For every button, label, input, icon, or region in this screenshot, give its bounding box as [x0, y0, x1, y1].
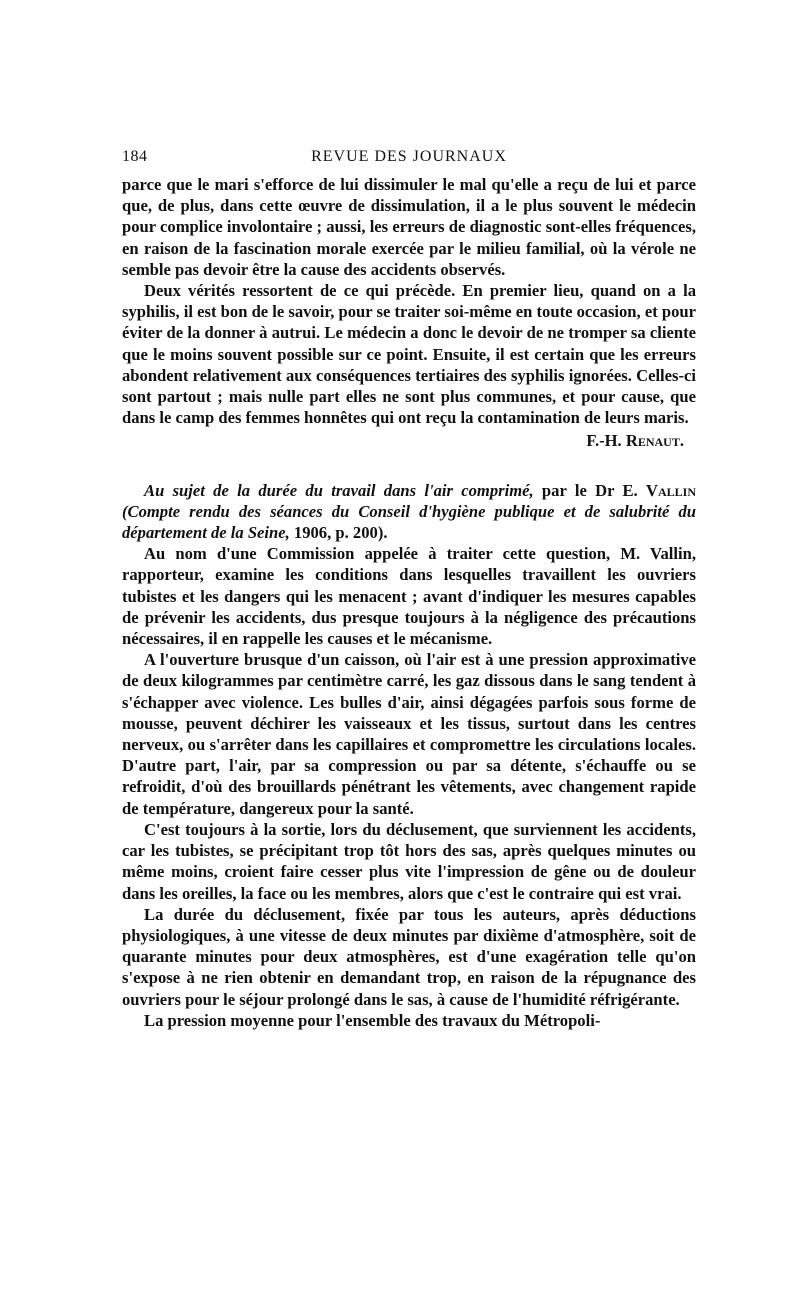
- article2-by: par le Dr E.: [533, 480, 646, 500]
- article2-paragraph-1: Au nom d'une Commission appelée à traiter cette question, M. Vallin, rapporteur, examine les conditions dans lesquelles travaillent les ouvriers tubistes et les dangers qui les menacent ; avant d'indiquer les mesures capables de prévenir les accidents, dus presque toujours à la négligence des précautions nécessaires, il en rappelle les causes et le mécanisme.: [122, 544, 696, 649]
- page-number: 184: [122, 148, 148, 165]
- article2-heading: [122, 480, 696, 544]
- article2-citation: 1906, p. 200).: [289, 523, 388, 543]
- article1-paragraph-2: Deux vérités ressortent de ce qui précède. En premier lieu, quand on a la syphilis, il est bon de le savoir, pour se traiter soi-même en toute occasion, et pour éviter de la donner à autrui. Le médecin a donc le devoir de ne tromper sa cliente que le moins souvent possible sur ce point. Ensuite, il est certain que les erreurs abondent relativement aux conséquences tertiaires des syphilis ignorées. Celles-ci sont partout ; mais nulle part elles ne sont plus communes, et pour cause, que dans le camp des femmes honnêtes qui ont reçu la contamination de leurs maris.: [122, 281, 696, 428]
- document-page: [122, 148, 696, 1031]
- running-head: REVUE DES JOURNAUX: [311, 148, 507, 165]
- body-text: [122, 174, 696, 1031]
- article2-paragraph-5: La pression moyenne pour l'ensemble des travaux du Métropoli-: [144, 1010, 601, 1030]
- article2-source: (Compte rendu des séances du Conseil d'hygiène publique et de salubrité du département de la Seine,: [122, 501, 696, 543]
- signature-text: F.-H. Renaut.: [586, 431, 684, 451]
- article2-paragraph-2: A l'ouverture brusque d'un caisson, où l'air est à une pression approximative de deux kilogrammes par centimètre carré, les gaz dissous dans le sang tendent à s'échapper avec violence. Les bulles d'air, ainsi dégagées parfois sous forme de mousse, peuvent déchirer les vaisseaux et les tissus, surtout dans les centres nerveux, ou s'arrêter dans les capillaires et compromettre les circulations locales. D'autre part, l'air, par sa compression ou par sa détente, s'échauffe ou se refroidit, d'où des brouillards pénétrant les vêtements, avec changement rapide de température, dangereux pour la santé.: [122, 650, 696, 818]
- section-spacer: [122, 452, 696, 480]
- article1-paragraph-1: parce que le mari s'efforce de lui dissimuler le mal qu'elle a reçu de lui et parce que, de plus, dans cette œuvre de dissimulation, il a le plus souvent le médecin pour complice involontaire ; aussi, les erreurs de diagnostic sont-elles fréquences, en raison de la fascination morale exercée par le milieu familial, où la vérole ne semble pas devoir être la cause des accidents observés.: [122, 175, 696, 279]
- article2-title: Au sujet de la durée du travail dans l'air comprimé,: [144, 480, 534, 500]
- article2-paragraph-3: C'est toujours à la sortie, lors du déclusement, que surviennent les accidents, car les tubistes, se précipitant trop tôt hors des sas, après quelques minutes ou même moins, croient faire cesser plus vite l'impression de gêne ou de douleur dans les oreilles, la face ou les membres, alors que c'est le contraire qui est vrai.: [122, 819, 696, 903]
- article2-author: Vallin: [646, 480, 696, 500]
- page-header: [122, 148, 696, 174]
- article2-paragraph-4: La durée du déclusement, fixée par tous les auteurs, après déductions physiologiques, à une vitesse de deux minutes par dixième d'atmosphère, soit de quarante minutes pour deux atmosphères, est d'une exagération telle qu'on s'expose à ne rien obtenir en demandant trop, en raison de la répugnance des ouvriers pour le séjour prolongé dans le sas, à cause de l'humidité réfrigérante.: [122, 904, 696, 1009]
- article1-signature: [122, 430, 696, 451]
